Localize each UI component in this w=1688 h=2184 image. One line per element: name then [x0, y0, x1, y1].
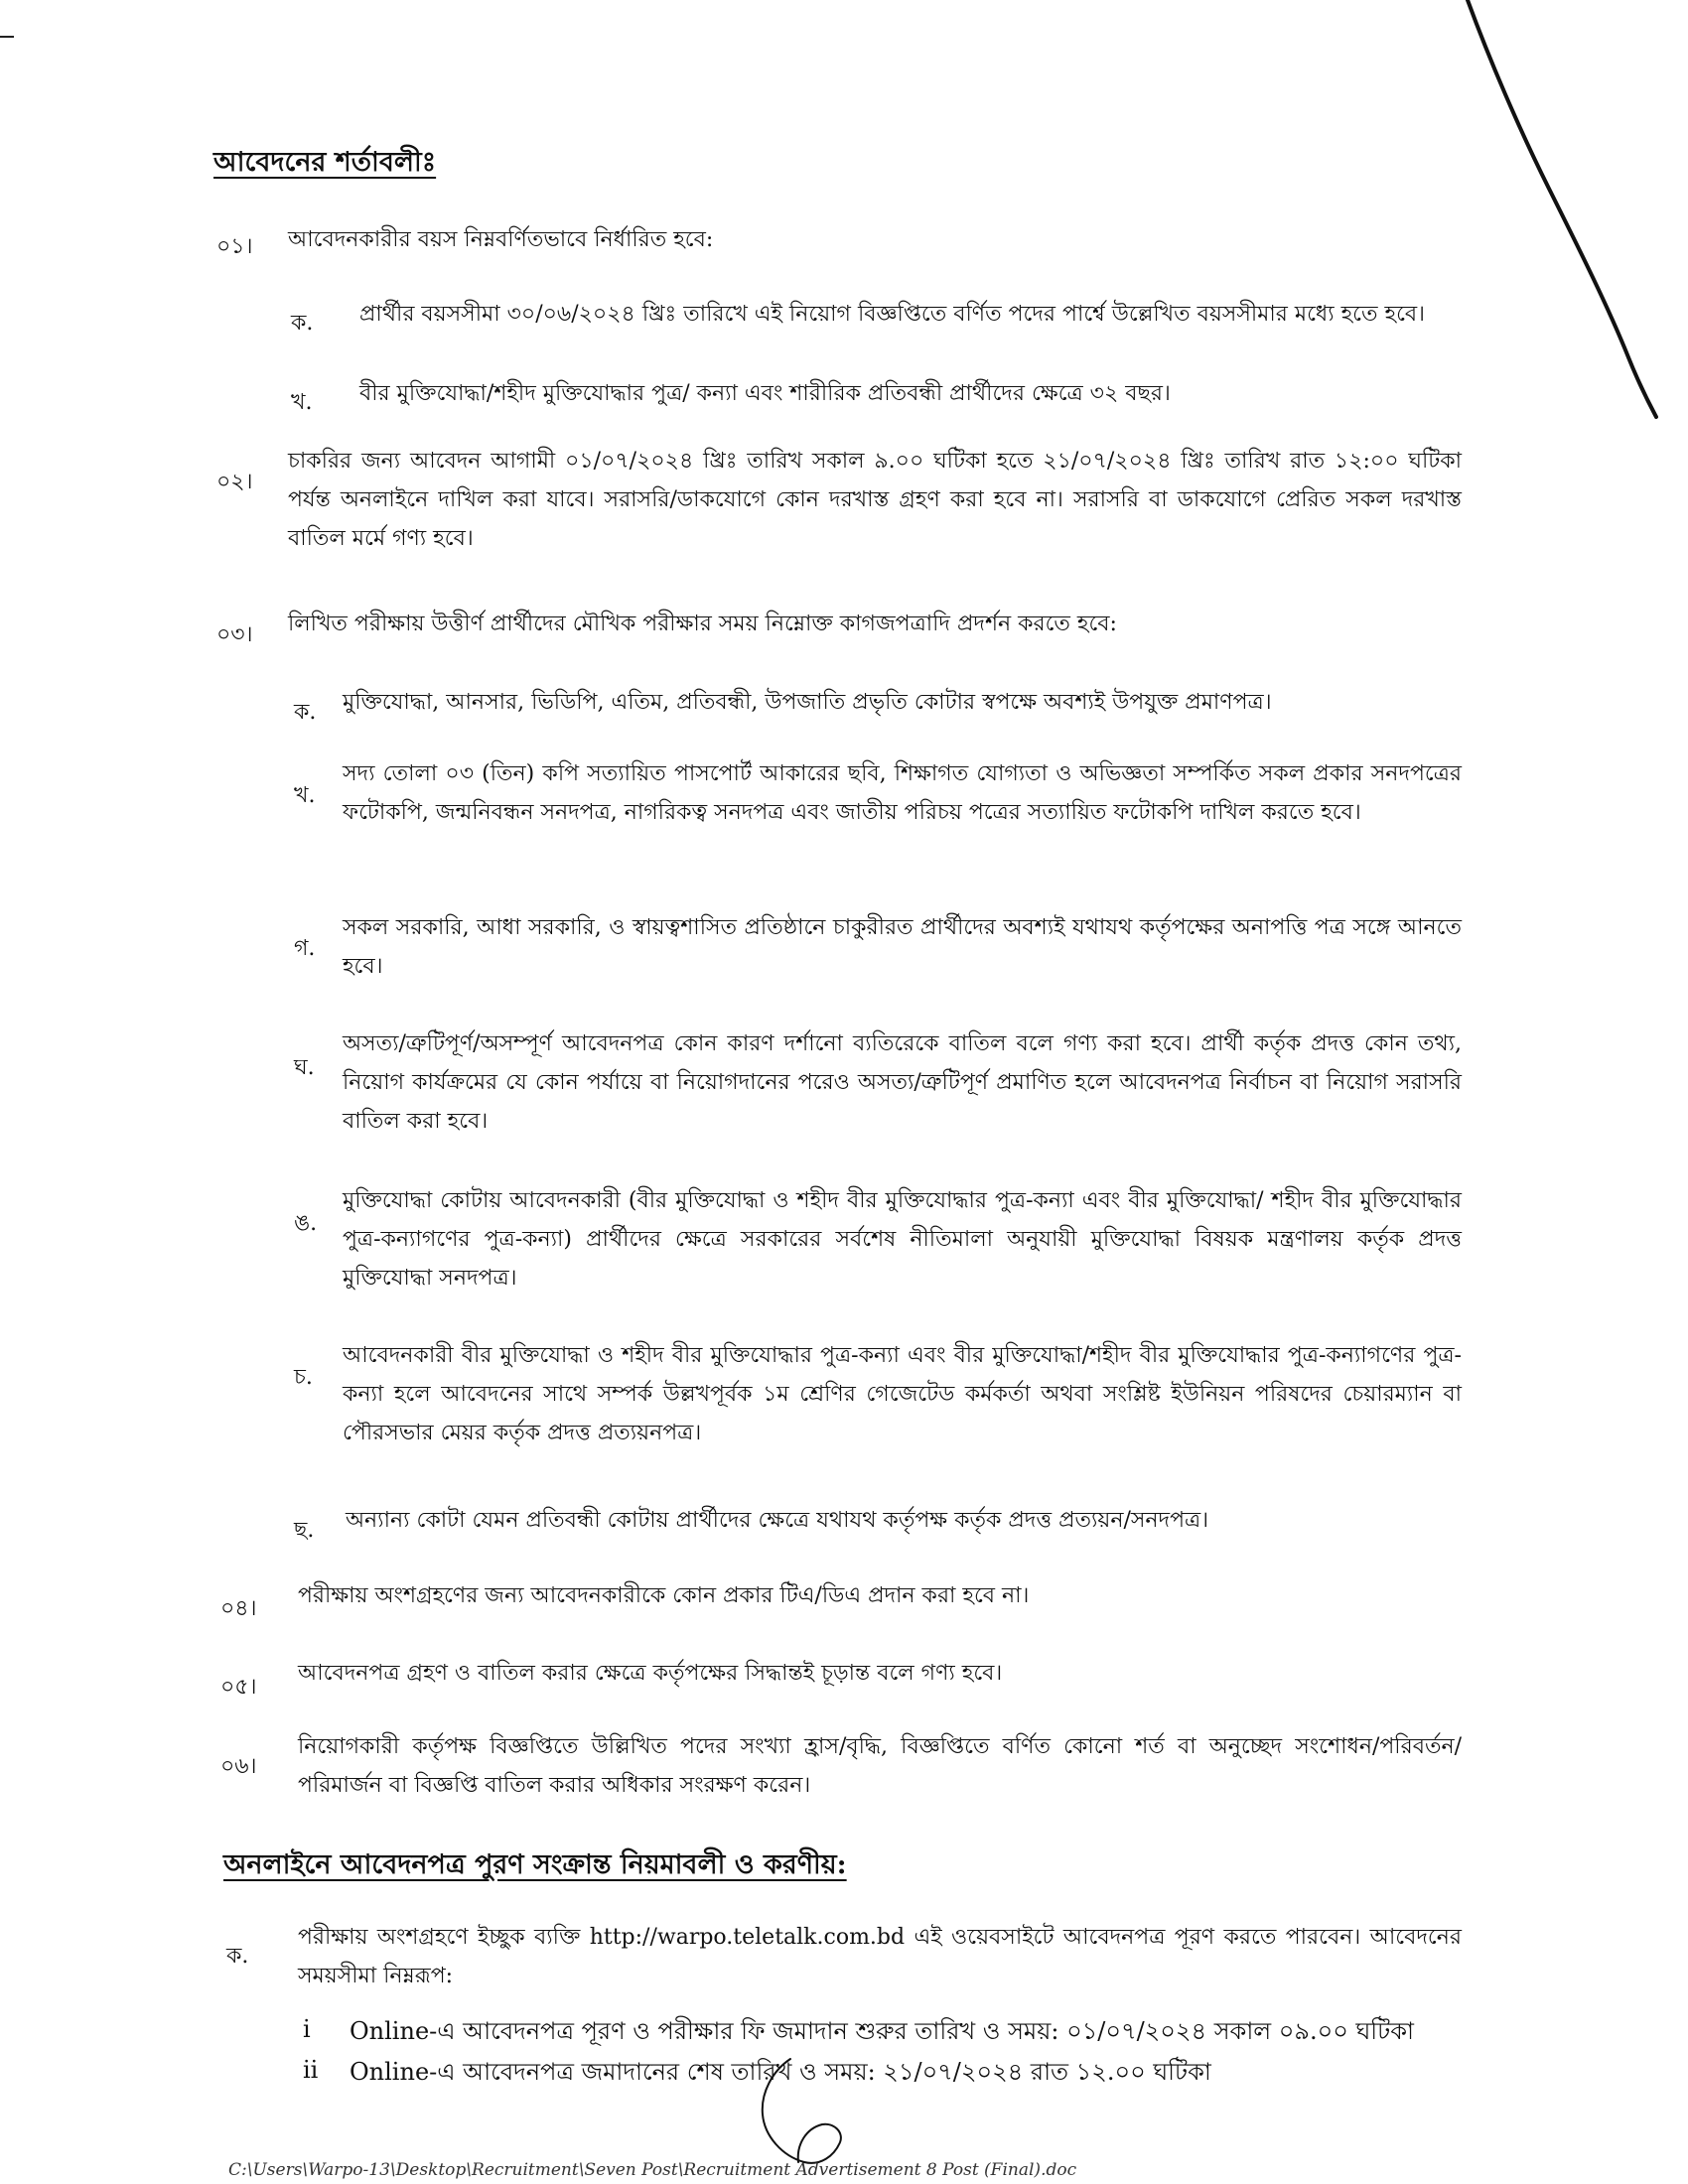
online-ka-text: পরীক্ষায় অংশগ্রহণে ইচ্ছুক ব্যক্তি http://warpo.teletalk.com.bd এই ওয়েবসাইটে আবেদনপত্র পূরণ করতে পারবেন। আবেদনের সময়সীমা নিম্নরূপ: [298, 1925, 1462, 1988]
clause-03-item-text: মুক্তিযোদ্ধা কোটায় আবেদনকারী (বীর মুক্তিযোদ্ধা ও শহীদ বীর মুক্তিযোদ্ধার পুত্র-কন্যা এবং বীর মুক্তিযোদ্ধা/ শহীদ বীর মুক্তিযোদ্ধার পুত্র-কন্যাগণের পুত্র-কন্যা) প্রার্থীদের ক্ষেত্রে সরকারের সর্বশেষ নীতিমালা অনুযায়ী মুক্তিযোদ্ধা বিষয়ক মন্ত্রণালয় কর্তৃক প্রদত্ত মুক্তিযোদ্ধা সনদপত্র। [343, 1188, 1462, 1291]
clause-02-text: চাকরির জন্য আবেদন আগামী ০১/০৭/২০২৪ খ্রিঃ তারিখ সকাল ৯.০০ ঘটিকা হতে ২১/০৭/২০২৪ খ্রিঃ তারিখ রাত ১২:০০ ঘটিকা পর্যন্ত অনলাইনে দাখিল করা যাবে। সরাসরি/ডাকযোগে কোন দরখাস্ত গ্রহণ করা হবে না। সরাসরি বা ডাকযোগে প্রেরিত সকল দরখাস্ত বাতিল মর্মে গণ্য হবে। [288, 449, 1462, 551]
clause-03-item-text: সকল সরকারি, আধা সরকারি, ও স্বায়ত্বশাসিত প্রতিষ্ঠানে চাকুরীরত প্রার্থীদের অবশ্যই যথাযথ কর্তৃপক্ষের অনাপত্তি পত্র সঙ্গে আনতে হবে। [343, 915, 1462, 979]
clause-03-item-text: সদ্য তোলা ০৩ (তিন) কপি সত্যায়িত পাসপোর্ট আকারের ছবি, শিক্ষাগত যোগ্যতা ও অভিজ্ঞতা সম্পর্কিত সকল প্রকার সনদপত্রের ফটোকপি, জন্মনিবন্ধন সনদপত্র, নাগরিকত্ব সনদপত্র এবং জাতীয় পরিচয় পত্রের সত্যায়িত ফটোকপি দাখিল করতে হবে। [343, 761, 1462, 825]
clause-03-item-label: চ. [294, 1365, 313, 1390]
online-item-i-text: Online-এ আবেদনপত্র পূরণ ও পরীক্ষার ফি জমাদান শুরুর তারিখ ও সময়: ০১/০৭/২০২৪ সকাল ০৯.০০ ঘটিকা [350, 2017, 1414, 2045]
clause-03-item-label: খ. [294, 783, 316, 808]
online-item-i-label: i [303, 2015, 311, 2043]
clause-02-number: ০২। [216, 470, 253, 494]
clause-01-kha-label: খ. [291, 390, 313, 415]
file-path-footer: C:\Users\Warpo-13\Desktop\Recruitment\Seven Post\Recruitment Advertisement 8 Post (Final).doc [228, 2160, 1077, 2180]
clause-01-ka-text: প্রার্থীর বয়সসীমা ৩০/০৬/২০২৪ খ্রিঃ তারিখে এই নিয়োগ বিজ্ঞপ্তিতে বর্ণিত পদের পার্শ্বে উল্লেখিত বয়সসীমার মধ্যে হতে হবে। [359, 302, 1426, 327]
clause-03-item-label: গ. [294, 936, 316, 961]
clause-03-item-text: মুক্তিযোদ্ধা, আনসার, ভিডিপি, এতিম, প্রতিবন্ধী, উপজাতি প্রভৃতি কোটার স্বপক্ষে অবশ্যই উপযুক্ত প্রমাণপত্র। [343, 690, 1272, 715]
clause-03-number: ০৩। [216, 622, 253, 647]
clause-05-number: ০৫। [220, 1675, 257, 1700]
clause-03-item-label: ঙ. [294, 1211, 318, 1236]
clause-05-text: আবেদনপত্র গ্রহণ ও বাতিল করার ক্ষেত্রে কর্তৃপক্ষের সিদ্ধান্তই চূড়ান্ত বলে গণ্য হবে। [298, 1661, 1003, 1686]
clause-03-item-text: অসত্য/ত্রুটিপূর্ণ/অসম্পূর্ণ আবেদনপত্র কোন কারণ দর্শানো ব্যতিরেকে বাতিল বলে গণ্য করা হবে। প্রার্থী কর্তৃক প্রদত্ত কোন তথ্য, নিয়োগ কার্যক্রমের যে কোন পর্যায়ে বা নিয়োগদানের পরেও অসত্য/ত্রুটিপূর্ণ প্রমাণিত হলে আবেদনপত্র নির্বাচন বা নিয়োগ সরাসরি বাতিল করা হবে। [343, 1031, 1462, 1134]
clause-06-number: ০৬। [220, 1754, 257, 1779]
clause-03-item-text: আবেদনকারী বীর মুক্তিযোদ্ধা ও শহীদ বীর মুক্তিযোদ্ধার পুত্র-কন্যা এবং বীর মুক্তিযোদ্ধা/শহীদ বীর মুক্তিযোদ্ধার পুত্র-কন্যাগণের পুত্র-কন্যা হলে আবেদনের সাথে সম্পর্ক উল্লখপূর্বক ১ম শ্রেণির গেজেটেড কর্মকর্তা অথবা সংশ্লিষ্ট ইউনিয়ন পরিষদের চেয়ারম্যান বা পৌরসভার মেয়র কর্তৃক প্রদত্ত প্রত্যয়নপত্র। [343, 1343, 1462, 1445]
clause-03-item-label: ঘ. [294, 1055, 315, 1080]
clause-04-number: ০৪। [220, 1596, 257, 1621]
clause-03-item-label: ক. [294, 700, 317, 725]
clause-01-text: আবেদনকারীর বয়স নিম্নবর্ণিতভাবে নির্ধারিত হবে: [288, 227, 714, 252]
clause-01-kha-text: বীর মুক্তিযোদ্ধা/শহীদ মুক্তিযোদ্ধার পুত্র/ কন্যা এবং শারীরিক প্রতিবন্ধী প্রার্থীদের ক্ষেত্রে ৩২ বছর। [359, 381, 1171, 406]
online-item-ii-text: Online-এ আবেদনপত্র জমাদানের শেষ তারিখ ও সময়: ২১/০৭/২০২৪ রাত ১২.০০ ঘটিকা [350, 2058, 1211, 2086]
online-ka-label: ক. [226, 1944, 249, 1969]
conditions-heading: আবেদনের শর্তাবলীঃ [213, 147, 437, 178]
clause-04-text: পরীক্ষায় অংশগ্রহণের জন্য আবেদনকারীকে কোন প্রকার টিএ/ডিএ প্রদান করা হবে না। [298, 1583, 1030, 1608]
online-item-ii-label: ii [303, 2056, 319, 2084]
clause-03-item-text: অন্যান্য কোটা যেমন প্রতিবন্ধী কোটায় প্রার্থীদের ক্ষেত্রে যথাযথ কর্তৃপক্ষ কর্তৃক প্রদত্ত প্রত্যয়ন/সনদপত্র। [346, 1508, 1209, 1533]
clause-03-text: লিখিত পরীক্ষায় উত্তীর্ণ প্রার্থীদের মৌখিক পরীক্ষার সময় নিম্নোক্ত কাগজপত্রাদি প্রদর্শন করতে হবে: [288, 612, 1117, 636]
online-rules-heading: অনলাইনে আবেদনপত্র পুরণ সংক্রান্ত নিয়মাবলী ও করণীয়: [223, 1849, 847, 1880]
clause-06-text: নিয়োগকারী কর্তৃপক্ষ বিজ্ঞপ্তিতে উল্লিখিত পদের সংখ্যা হ্রাস/বৃদ্ধি, বিজ্ঞপ্তিতে বর্ণিত কোনো শর্ত বা অনুচ্ছেদ সংশোধন/পরিবর্তন/পরিমার্জন বা বিজ্ঞপ্তি বাতিল করার অধিকার সংরক্ষণ করেন। [298, 1734, 1462, 1798]
clause-03-item-label: ছ. [294, 1518, 315, 1543]
clause-01-number: ০১। [216, 234, 253, 259]
clause-01-ka-label: ক. [291, 311, 314, 336]
